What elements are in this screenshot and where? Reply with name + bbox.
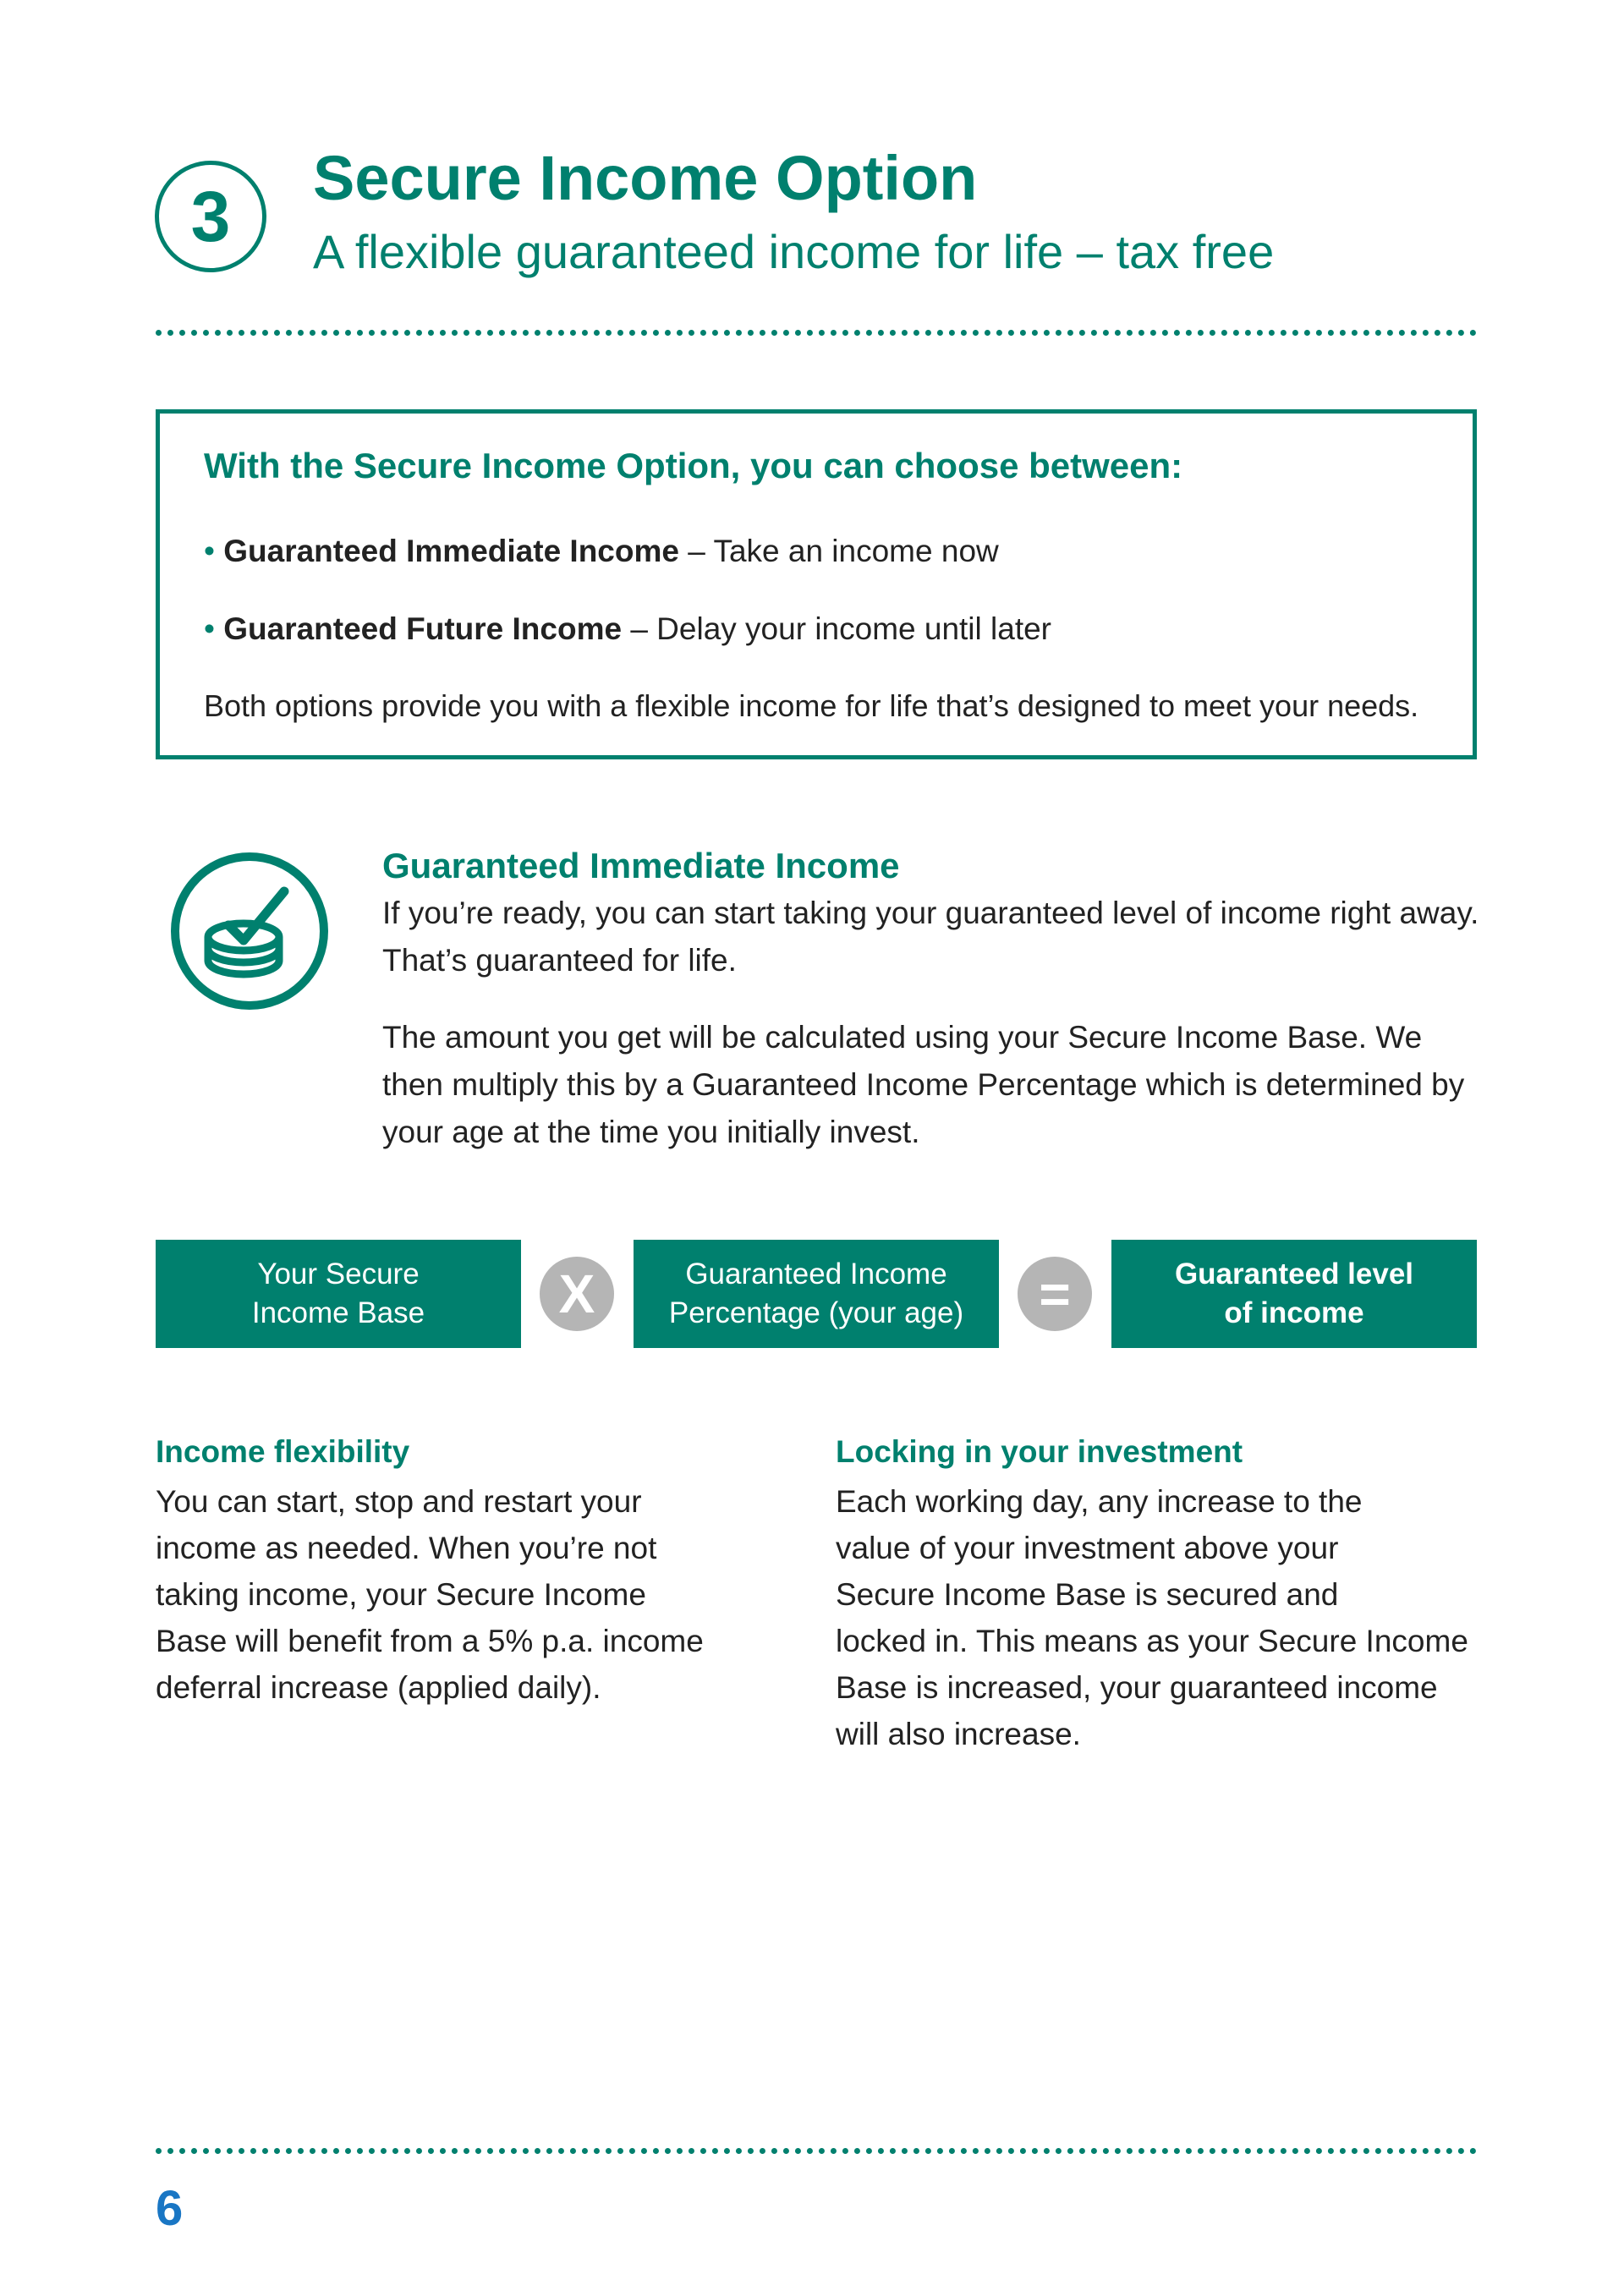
options-heading: With the Secure Income Option, you can choose between: [204, 446, 1183, 485]
income-flexibility-heading: Income flexibility [156, 1434, 410, 1469]
option-bold-label: Guaranteed Immediate Income [223, 534, 679, 568]
option-bold-label: Guaranteed Future Income [223, 611, 623, 646]
page-title: Secure Income Option [313, 143, 978, 213]
page-number: 6 [156, 2181, 184, 2236]
text-line: taking income, your Secure Income [156, 1577, 646, 1612]
formula-line: Income Base [251, 1296, 425, 1329]
bullet-dot-icon: • [204, 534, 224, 568]
text-line: Base will benefit from a 5% p.a. income [156, 1624, 704, 1658]
equals-icon: = [1018, 1257, 1092, 1331]
text-line: value of your investment above your [836, 1531, 1339, 1565]
options-box [156, 409, 1477, 759]
page-subtitle: A flexible guaranteed income for life – tax free [313, 225, 1275, 278]
formula-line: Percentage (your age) [668, 1296, 964, 1329]
formula-guaranteed-income-percentage [634, 1240, 999, 1348]
options-footer: Both options provide you with a flexible income for life that’s designed to meet your needs. [204, 688, 1419, 723]
locking-investment-text [836, 1478, 1468, 1757]
locking-investment-heading: Locking in your investment [836, 1434, 1243, 1469]
bullet-dot-icon: • [204, 611, 224, 646]
option-bullet-future [204, 611, 1051, 647]
coins-check-icon [169, 851, 330, 1011]
text-line: Base is increased, your guaranteed income [836, 1670, 1438, 1705]
text-line: income as needed. When you’re not [156, 1531, 657, 1565]
text-line: Each working day, any increase to the [836, 1484, 1363, 1519]
top-divider [156, 330, 1477, 336]
formula-line: Guaranteed Income [685, 1258, 947, 1290]
text-line: locked in. This means as your Secure Income [836, 1624, 1468, 1658]
text-line: deferral increase (applied daily). [156, 1670, 601, 1705]
immediate-income-paragraph-2: The amount you get will be calculated using your Secure Income Base. We then multiply this by a Guaranteed Income Percentage which is determined by your age at the time you initially invest. [382, 1020, 1465, 1149]
text-line: Secure Income Base is secured and [836, 1577, 1339, 1612]
formula-line: Your Secure [257, 1258, 420, 1290]
income-flexibility-text [156, 1478, 704, 1711]
formula-line: Guaranteed level [1174, 1258, 1414, 1290]
immediate-income-heading: Guaranteed Immediate Income [382, 846, 900, 885]
option-description: – Delay your income until later [622, 611, 1052, 646]
immediate-income-paragraph-1: If you’re ready, you can start taking your guaranteed level of income right away. That’s guaranteed for life. [382, 896, 1479, 978]
formula-line: of income [1224, 1296, 1364, 1329]
bottom-divider [156, 2148, 1477, 2154]
option-bullet-immediate [204, 534, 999, 569]
formula-result [1111, 1240, 1477, 1348]
step-number-badge: 3 [155, 161, 266, 272]
option-description: – Take an income now [678, 534, 999, 568]
formula-secure-income-base [156, 1240, 521, 1348]
text-line: will also increase. [836, 1717, 1081, 1751]
text-line: You can start, stop and restart your [156, 1484, 642, 1519]
multiply-icon: X [540, 1257, 614, 1331]
